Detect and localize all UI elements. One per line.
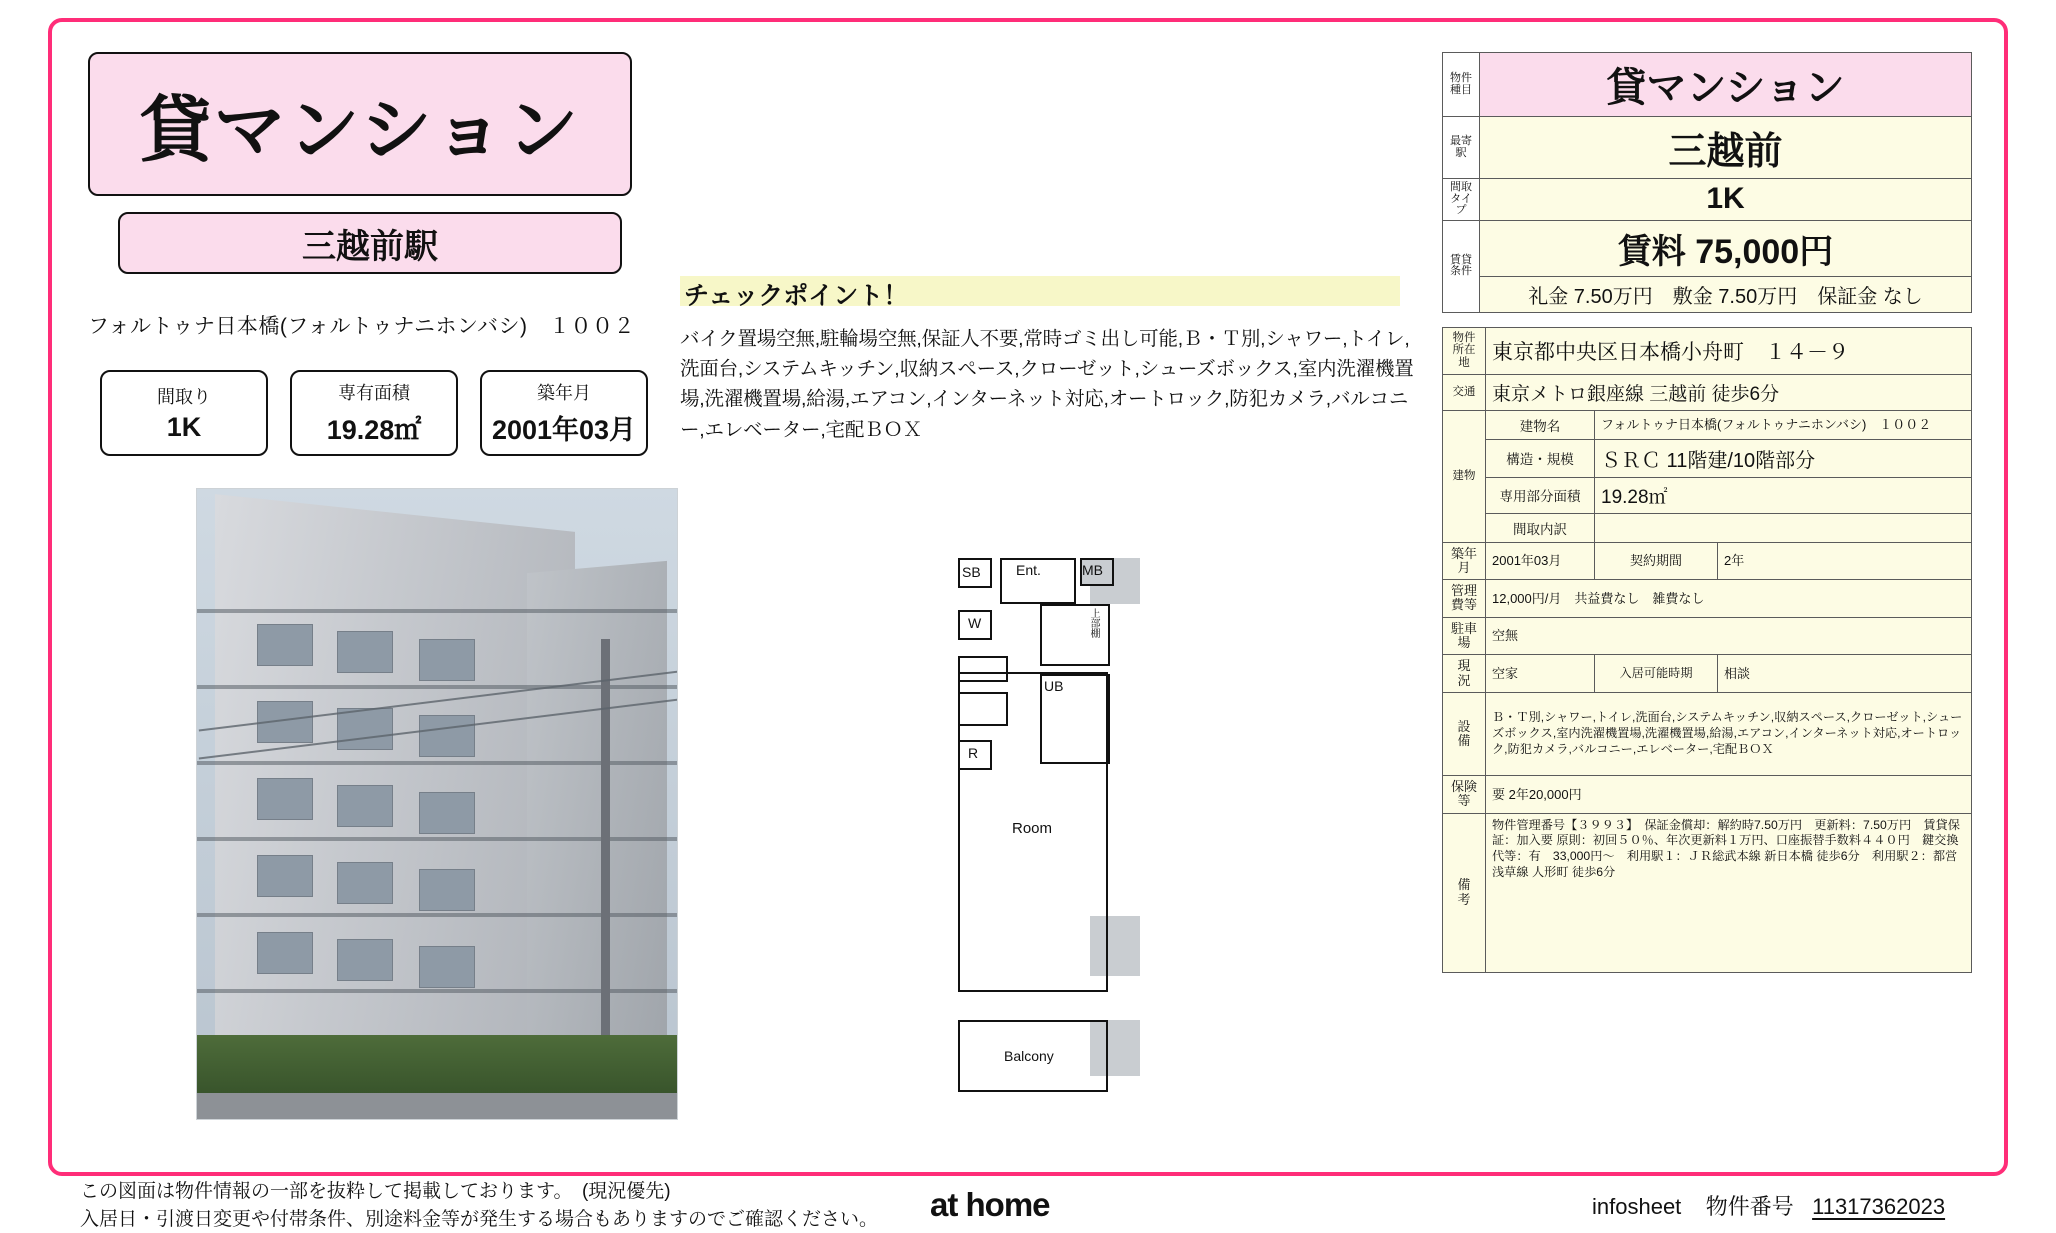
summary-layout-value: 1K [1480,179,1972,221]
detail-bld-name-label: 建物名 [1486,410,1595,439]
summary-row-type [1443,53,1972,117]
property-type-title [88,52,632,196]
summary-rent-label: 賃貸条件 [1443,220,1480,312]
photo-window [419,946,475,988]
detail-insurance-label: 保険等 [1443,775,1486,813]
summary-row-station [1443,117,1972,179]
detail-structure-value: ＳＲＣ 11階建/10階部分 [1595,439,1972,477]
detail-parking-value: 空無 [1486,617,1972,655]
detail-area-label: 専用部分面積 [1486,477,1595,513]
detail-equip-value: Ｂ・Ｔ別,シャワー,トイレ,洗面台,システムキッチン,収納スペース,クローゼット,シューズボックス,室内洗濯機置場,洗濯機置場,給湯,エアコン,インターネット対応,オートロック,防犯カメラ,バルコニー,エレベーター,宅配ＢＯＸ [1486,692,1972,775]
detail-row-remarks [1443,813,1972,972]
detail-address-value: 東京都中央区日本橋小舟町 １４－９ [1486,327,1972,374]
detail-structure-label: 構造・規模 [1486,439,1595,477]
station-title [118,212,622,274]
photo-window [337,708,393,750]
photo-window [337,631,393,673]
floorplan-shelf-label: 上部棚 [1088,608,1099,638]
photo-window [257,624,313,666]
property-no-value: 11317362023 [1812,1194,1946,1219]
detail-insurance-value: 要 2年20,000円 [1486,775,1972,813]
footer-note [80,1178,878,1233]
detail-row-address [1443,327,1972,374]
photo-window [419,715,475,757]
summary-row-rent [1443,220,1972,276]
detail-row-equip [1443,692,1972,775]
detail-row-status [1443,655,1972,693]
summary-layout-label: 間取タイプ [1443,179,1480,221]
station-title-text: 三越前駅 [302,227,438,266]
spec-area [290,370,458,456]
detail-table [1442,327,1972,973]
spec-built-value: 2001年03月 [491,415,637,445]
detail-equip-label: 設 備 [1443,692,1486,775]
floorplan-ub-label: UB [1044,678,1064,694]
detail-row-building-name [1443,410,1972,439]
building-name: フォルトゥナ日本橋(フォルトゥナニホンバシ) １００２ [88,315,636,338]
checkpoint-title: チェックポイント！ [680,276,1400,306]
photo-road [197,1093,677,1119]
detail-remarks-label: 備 考 [1443,813,1486,972]
detail-movein-value: 相談 [1718,655,1972,693]
spec-layout [100,370,268,456]
summary-type-label: 物件種目 [1443,53,1480,117]
summary-fees-value: 礼金 7.50万円 敷金 7.50万円 保証金 なし [1480,276,1972,312]
detail-built-value: 2001年03月 [1486,542,1595,580]
detail-row-area [1443,477,1972,513]
floorplan-ent-label: Ent. [1016,562,1041,578]
building-photo [196,488,678,1120]
photo-window [419,869,475,911]
detail-row-traffic [1443,374,1972,410]
spec-layout-value: 1K [166,412,202,442]
detail-status-value: 空家 [1486,655,1595,693]
detail-row-structure [1443,439,1972,477]
photo-window [337,939,393,981]
photo-window [419,639,475,681]
detail-contract-label: 契約期間 [1595,542,1718,580]
detail-parking-label: 駐車場 [1443,617,1486,655]
summary-type-value: 貸マンション [1480,53,1972,117]
property-type-title-text: 貸マンション [139,91,581,171]
summary-row-layout [1443,179,1972,221]
summary-table [1442,52,1972,313]
detail-mgmt-value: 12,000円/月 共益費なし 雑費なし [1486,580,1972,618]
spec-layout-label: 間取り [157,387,211,407]
detail-movein-label: 入居可能時期 [1595,655,1718,693]
photo-window [257,855,313,897]
photo-window [337,785,393,827]
athome-logo: at home [930,1186,1050,1223]
detail-row-plan-breakdown [1443,513,1972,542]
floorplan-w-label: W [968,615,982,631]
property-no-label: 物件番号 [1705,1194,1794,1219]
spec-built [480,370,648,456]
detail-row-built [1443,542,1972,580]
photo-window [257,932,313,974]
spec-built-label: 築年月 [537,383,591,403]
floorplan-balcony-label: Balcony [1004,1048,1054,1064]
footer-note-line1: この図面は物件情報の一部を抜粋して掲載しております。 (現況優先) [80,1181,671,1202]
photo-floor-line [197,609,677,613]
detail-building-label: 建物 [1443,410,1486,542]
detail-status-label: 現 況 [1443,655,1486,693]
detail-contract-value: 2年 [1718,542,1972,580]
spec-area-label: 専有面積 [338,383,410,403]
infosheet-label: infosheet [1592,1194,1682,1219]
detail-traffic-value: 東京メトロ銀座線 三越前 徒歩6分 [1486,374,1972,410]
summary-row-fees [1443,276,1972,312]
detail-address-label: 物件所在地 [1443,327,1486,374]
summary-station-value: 三越前 [1480,117,1972,179]
detail-row-mgmt [1443,580,1972,618]
detail-plan-value [1595,513,1972,542]
photo-window [257,778,313,820]
detail-traffic-label: 交通 [1443,374,1486,410]
detail-mgmt-label: 管理費等 [1443,580,1486,618]
detail-area-value: 19.28㎡ [1595,477,1972,513]
spec-row [100,370,648,456]
floorplan-mb-label: MB [1082,562,1103,578]
summary-station-label: 最寄駅 [1443,117,1480,179]
footer-note-line2: 入居日・引渡日変更や付帯条件、別途料金等が発生する場合もありますのでご確認ください。 [80,1208,879,1230]
footer-infosheet [1592,1190,1945,1221]
detail-row-parking [1443,617,1972,655]
floorplan [940,496,1160,1116]
detail-bld-name-value: フォルトゥナ日本橋(フォルトゥナニホンバシ) １００２ [1595,410,1972,439]
detail-remarks-value: 物件管理番号【３９９３】 保証金償却：解約時7.50万円 更新料：7.50万円 賃貸保証：加入要 原則：初回５０％、年次更新料１万円、口座振替手数料４４０円 鍵交換代等：有 33,000円〜 利用駅１：ＪＲ総武本線 新日本橋 徒歩6分 利用駅２：都営浅草線 人形町 徒歩6分 [1486,813,1972,972]
photo-window [337,862,393,904]
photo-window [419,792,475,834]
summary-rent-value: 賃料 75,000円 [1480,220,1972,276]
detail-plan-label: 間取内訳 [1486,513,1595,542]
detail-built-label: 築年月 [1443,542,1486,580]
floorplan-sb-label: SB [962,564,981,580]
detail-row-insurance [1443,775,1972,813]
floorplan-r-label: R [968,745,979,761]
floorplan-room-label: Room [1012,820,1053,837]
right-panel [1442,52,1972,973]
checkpoint-body: バイク置場空無,駐輪場空無,保証人不要,常時ゴミ出し可能,Ｂ・Ｔ別,シャワー,トイレ,洗面台,システムキッチン,収納スペース,クローゼット,シューズボックス,室内洗濯機置場,洗濯機置場,給湯,エアコン,インターネット対応,オートロック,防犯カメラ,バルコニー,エレベーター,宅配ＢＯＸ [680,328,1414,441]
spec-area-value: 19.28㎡ [326,415,422,445]
